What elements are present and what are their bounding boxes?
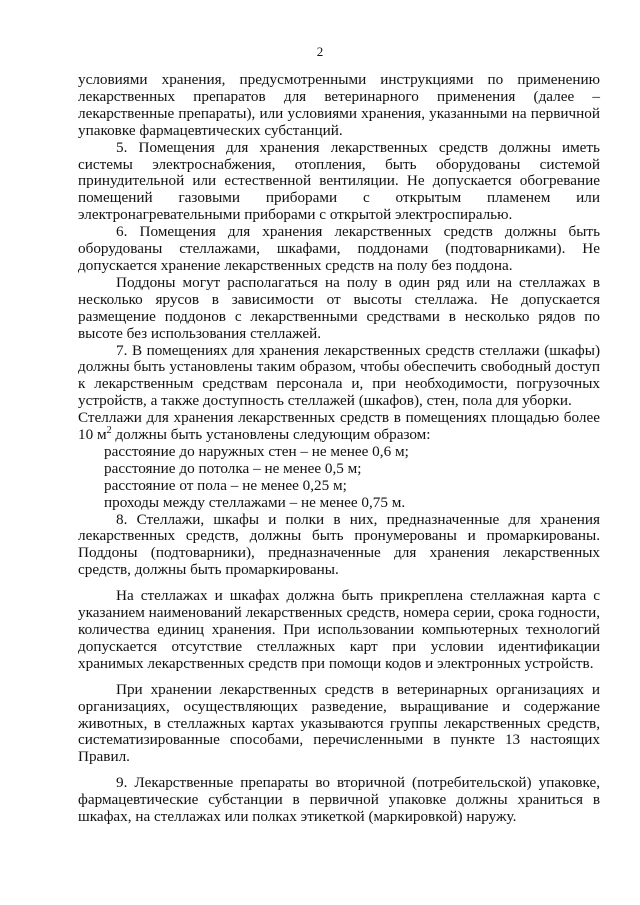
paragraph-continuation: условиями хранения, предусмотренными инструкциями по применению лекарственных препаратов для ветеринарного применения (далее – лекарственные препараты), или условиями хранения, указанными на первичной упаковке фармацевтических субстанций. — [78, 71, 600, 139]
paragraph-7-racks — [78, 410, 600, 444]
paragraph-9: 9. Лекарственные препараты во вторичной (потребительской) упаковке, фармацевтические субстанции в первичной упаковке должны храниться в шкафах, на стеллажах или полках этикеткой (маркировкой) наружу. — [78, 774, 600, 826]
superscript-squared: 2 — [106, 424, 112, 436]
paragraph-6-pallets: Поддоны могут располагаться на полу в один ряд или на стеллажах в несколько ярусов в зависимости от высоты стеллажа. Не допускается размещение поддонов с лекарственными средствами в несколько рядов по высоте без использования стеллажей. — [78, 273, 600, 342]
paragraph-8: 8. Стеллажи, шкафы и полки в них, предназначенные для хранения лекарственных средств, должны быть пронумерованы и промаркированы. Поддоны (подтоварники), предназначенные для хранения лекарственных средств, должны быть промаркированы. — [78, 510, 600, 579]
paragraph-5: 5. Помещения для хранения лекарственных средств должны иметь системы электроснабжения, отопления, быть оборудованы системой принудительной или естественной вентиляции. Не допускается обогревание помещений газовыми приборами с открытым пламенем или электронагревательными приборами с открытой электроспиралью. — [78, 138, 600, 224]
page-number: 2 — [316, 44, 324, 59]
list-item-walls: расстояние до наружных стен – не менее 0,6 м; — [104, 442, 409, 460]
paragraph-7: 7. В помещениях для хранения лекарственных средств стеллажи (шкафы) должны быть установлены таким образом, чтобы обеспечить свободный доступ к лекарственным средствам персонала и, при необходимости, погрузочных устройств, а также доступность стеллажей (шкафов), стен, пола для уборки. — [78, 341, 600, 410]
paragraph-6: 6. Помещения для хранения лекарственных средств должны быть оборудованы стеллажами, шкафами, поддонами (подтоварниками). Не допускается хранение лекарственных средств на полу без поддона. — [78, 223, 600, 274]
document-body — [78, 72, 600, 826]
paragraph-7-racks-text: Стеллажи для хранения лекарственных средств в помещениях площадью более 10 м — [78, 409, 600, 444]
paragraph-8-vet-orgs: При хранении лекарственных средств в ветеринарных организациях и организациях, осуществляющих разведение, выращивание и содержание животных, в стеллажных картах указываются группы лекарственных средств, систематизированные способами, перечисленными в пункте 13 настоящих Правил. — [78, 680, 600, 766]
list-item-floor: расстояние от пола – не менее 0,25 м; — [104, 476, 347, 494]
list-item-passages: проходы между стеллажами – не менее 0,75 м. — [104, 493, 406, 511]
paragraph-8-rack-card: На стеллажах и шкафах должна быть прикреплена стеллажная карта с указанием наименований лекарственных средств, номера серии, срока годности, количества единиц хранения. При использовании компьютерных технологий допускается отсутствие стеллажных карт при условии идентификации хранимых лекарственных средств при помощи кодов и электронных устройств. — [78, 587, 600, 672]
list-item-ceiling: расстояние до потолка – не менее 0,5 м; — [104, 459, 362, 477]
paragraph-7-racks-end: должны быть установлены следующим образом: — [111, 426, 431, 444]
